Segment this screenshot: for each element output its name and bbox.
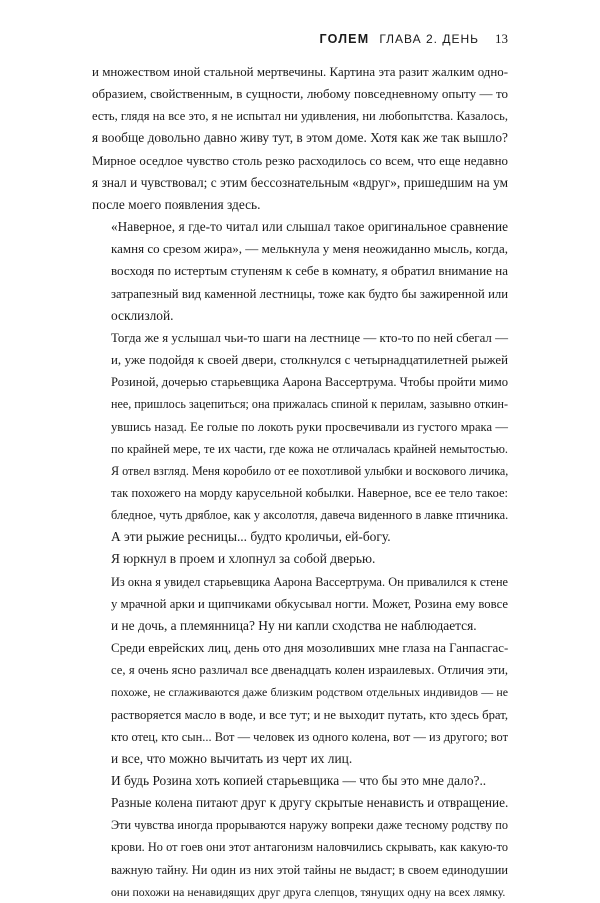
text-line: я знал и чувствовал; с этим бессознательным «вдруг», пришедшим на ум [92,174,508,190]
body-text [92,61,508,903]
running-header [319,31,508,47]
paragraph [92,216,508,327]
page-number: 13 [495,31,508,46]
book-title: ГОЛЕМ [319,32,370,46]
text-line: нее, пришлось зацепиться; она прижалась спиной к перилам, зазывно откин- [111,397,508,412]
paragraph [92,327,508,549]
text-line: увшись назад. Ее голые по локоть руки просвечивали из густого мрака — [111,419,508,434]
text-line: Я юркнул в проем и хлопнул за собой дверью. [111,551,376,567]
text-line: Из окна я увидел старьевщика Аарона Вассертрума. Он привалился к стене [111,574,508,589]
text-line: есть, глядя на все это, я не испытал ни удивления, ни любопытства. Казалось, [92,109,508,124]
text-line: крови. Но от гоев они этот антагонизм наловчились скрывать, как какую-то [111,840,508,855]
text-line: осклизлой. [111,307,174,323]
text-line: они похожи на ненавидящих друг друга слепцов, тянущих одну на всех лямку. [111,884,506,899]
text-line: Мирное оседлое чувство столь резко расходилось со всем, что еще недавно [92,153,508,168]
text-line: се, я очень ясно различал все двенадцать колен израилевых. Отличия эти, [111,663,508,678]
text-line: по крайней мере, те их части, где кожа не отличалась крайней немытостью. [111,441,508,456]
text-line: у мрачной арки и щипчиками обкусывал ногти. Может, Розина ему вовсе [111,596,508,611]
text-line: и все, что можно вычитать из черт их лиц. [111,750,353,766]
text-line: затрапезный вид каменной лестницы, тоже как будто бы зажиренной или [111,286,508,301]
paragraph [92,61,508,216]
text-line: кто отец, кто сын... Вот — человек из одного колена, вот — из другого; вот [111,729,508,744]
text-line: важную тайну. Ни один из них этой тайны не выдаст; в своем единодушии [111,862,508,877]
text-line: похоже, не сглаживаются даже близким родством отдельных индивидов — не [111,685,508,700]
text-line: Тогда же я услышал чьи-то шаги на лестнице — кто-то по ней сбегал — [111,330,508,345]
text-line: после моего появления здесь. [92,196,261,212]
text-line: А эти рыжие ресницы... будто кроличьи, ей-богу. [111,529,391,545]
text-line: и множеством иной стальной мертвечины. Картина эта разит жалким одно- [92,65,508,79]
text-line: так похожего на морду карусельной кобылки. Наверное, все ее тело такое: [111,485,508,500]
text-line: и не дочь, а племянница? Ну ни капли сходства не наблюдается. [111,617,477,633]
paragraph [92,770,508,792]
text-line: бледное, чуть дряблое, как у аксолотля, давеча виденного в лавке птичника. [111,508,509,523]
text-line: Эти чувства иногда прорываются наружу вопреки даже тесному родству по [111,818,508,833]
text-line: растворяется масло в воде, и все тут; и не выходит путать, кто здесь брат, [111,707,508,722]
text-line: восходя по истертым ступеням к себе в комнату, я обратил внимание на [111,263,508,279]
text-line: Розиной, дочерью старьевщика Аарона Вассертрума. Чтобы пройти мимо [111,375,508,390]
paragraph [92,792,508,903]
text-line: камня со срезом жира», — мелькнула у меня неожиданно мысль, когда, [111,241,508,257]
text-line: я вообще довольно давно живу тут, в этом доме. Хотя как же так вышло? [92,130,508,146]
text-line: Я отвел взгляд. Меня коробило от ее похотливой улыбки и воскового личика, [111,463,509,478]
chapter-title: ГЛАВА 2. ДЕНЬ [379,32,479,46]
text-line: Среди еврейских лиц, день ото дня мозоливших мне глаза на Ганпасгас- [111,641,509,656]
text-line: и, уже подойдя к своей двери, столкнулся с четырнадцатилетней рыжей [111,353,508,368]
paragraph [92,637,508,770]
text-line: образием, свойственным, в сущности, любому повседневному опыту — то [92,86,508,102]
text-line: «Наверное, я где-то читал или слышал такое оригинальное сравнение [111,219,508,235]
paragraph [92,548,508,570]
text-line: Разные колена питают друг к другу скрытые ненависть и отвращение. [111,795,509,811]
text-line: И будь Розина хоть копией старьевщика — что бы это мне дало?.. [111,773,487,788]
paragraph [92,571,508,637]
